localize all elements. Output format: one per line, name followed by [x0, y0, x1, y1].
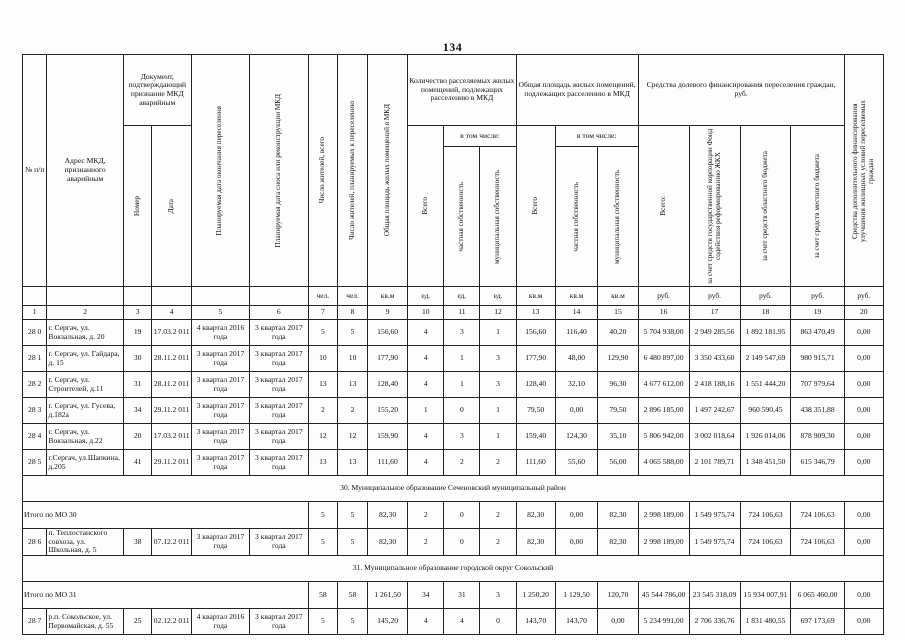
- table-cell: 3 квартал 2017 года: [191, 450, 249, 476]
- data-row-287: [23, 609, 884, 635]
- table-cell: 615 346,79: [791, 450, 844, 476]
- table-row: [23, 450, 884, 476]
- table-cell: 4: [408, 609, 444, 635]
- col-number: 6: [250, 306, 308, 320]
- table-cell: 143,70: [555, 609, 597, 635]
- header-total-area: Общая площадь жилых помещений в МКД: [367, 55, 407, 287]
- header-funds-total: Всего:: [638, 126, 689, 287]
- table-cell: 1 551 444,20: [740, 372, 791, 398]
- table-cell: 2 418 188,16: [689, 372, 740, 398]
- total-cell: 58: [338, 582, 368, 609]
- page-number: 134: [442, 40, 463, 54]
- table-cell: 2: [308, 398, 338, 424]
- table-cell: 0,00: [555, 398, 597, 424]
- header-address: Адрес МКД, признанного аварийным: [47, 55, 123, 287]
- unit-cell: кв.м: [555, 287, 597, 306]
- table-cell: 156,60: [516, 320, 555, 346]
- table-cell: 82,30: [367, 529, 407, 556]
- col-number: 8: [338, 306, 368, 320]
- unit-cell: ед.: [408, 287, 444, 306]
- table-cell: 17.03.2 011: [152, 424, 191, 450]
- table-cell: 2 706 336,76: [689, 609, 740, 635]
- unit-cell: ед.: [444, 287, 480, 306]
- data-rows-group-b: [23, 476, 884, 529]
- total-cell: 23 545 318,09: [689, 582, 740, 609]
- header-funds-fund: за счет средств государственной корпорации Фонд содействия реформированию ЖКХ: [689, 126, 740, 287]
- table-cell: 0: [480, 609, 516, 635]
- table-cell: 4: [444, 609, 480, 635]
- table-cell: 1 892 181,95: [740, 320, 791, 346]
- table-cell: 3: [444, 424, 480, 450]
- table-cell: 1 497 242,67: [689, 398, 740, 424]
- table-cell: 3 квартал 2017 года: [250, 372, 308, 398]
- table-cell: 96,30: [598, 372, 638, 398]
- table-row: [23, 372, 884, 398]
- table-cell: 0,00: [844, 372, 883, 398]
- table-cell: 13: [308, 450, 338, 476]
- table-cell: 28.11.2 011: [152, 372, 191, 398]
- col-number: 9: [367, 306, 407, 320]
- table-cell: 724 106,63: [791, 529, 844, 556]
- col-number: 17: [689, 306, 740, 320]
- table-cell: 38: [123, 529, 152, 556]
- table-cell: 5 234 991,00: [638, 609, 689, 635]
- table-cell: 177,90: [516, 346, 555, 372]
- table-cell: 28.11.2 011: [152, 346, 191, 372]
- col-number: 16: [638, 306, 689, 320]
- total-cell: 34: [408, 582, 444, 609]
- total-cell: 82,30: [367, 502, 407, 529]
- total-cell: 45 544 786,00: [638, 582, 689, 609]
- col-number: 18: [740, 306, 791, 320]
- header-rooms-incl: в том числе:: [444, 126, 516, 147]
- total-cell: 2 998 189,00: [638, 502, 689, 529]
- table-cell: 5: [338, 609, 368, 635]
- col-number: 5: [191, 306, 249, 320]
- header-area-total: Всего: [516, 126, 555, 287]
- table-cell: 111,60: [516, 450, 555, 476]
- table-cell: 3 квартал 2017 года: [191, 529, 249, 556]
- table-cell: 4: [408, 320, 444, 346]
- table-cell: 12: [338, 424, 368, 450]
- table-cell: 111,60: [367, 450, 407, 476]
- table-cell: 4: [408, 450, 444, 476]
- unit-cell: руб.: [740, 287, 791, 306]
- header-area-incl: в том числе:: [555, 126, 638, 147]
- header-additional: Средства дополнительного финансирования улучшения жилищных условий переселяемых граждан: [844, 55, 883, 287]
- table-cell: 35,10: [598, 424, 638, 450]
- table-cell: 2 896 185,00: [638, 398, 689, 424]
- table-cell: 28 3: [23, 398, 47, 424]
- unit-cell: чел.: [308, 287, 338, 306]
- table-cell: 1 926 014,06: [740, 424, 791, 450]
- table-cell: 4 677 612,00: [638, 372, 689, 398]
- table-cell: 1 831 480,55: [740, 609, 791, 635]
- col-number: 10: [408, 306, 444, 320]
- unit-cell: кв.м: [367, 287, 407, 306]
- header-funds-regional: за счет средств областного бюджета: [740, 126, 791, 287]
- table-cell: 1: [444, 346, 480, 372]
- table-cell: 4: [408, 346, 444, 372]
- table-cell: 5: [308, 320, 338, 346]
- header-rooms-municipal: муниципальная собственность: [480, 147, 516, 287]
- table-cell: 4: [408, 372, 444, 398]
- table-cell: 128,40: [367, 372, 407, 398]
- table-cell: 438 351,88: [791, 398, 844, 424]
- table-cell: 31: [123, 372, 152, 398]
- table-cell: 960 590,45: [740, 398, 791, 424]
- table-cell: 1: [444, 372, 480, 398]
- table-cell: 4 квартал 2016 года: [191, 320, 249, 346]
- table-cell: 3 квартал 2017 года: [191, 346, 249, 372]
- section-title: 31. Муниципальное образование городской округ Сокольский: [23, 556, 884, 582]
- column-numbers-row: [23, 306, 884, 320]
- table-cell: 10: [338, 346, 368, 372]
- table-cell: 56,00: [598, 450, 638, 476]
- table-cell: 863 470,49: [791, 320, 844, 346]
- table-cell: 2: [480, 529, 516, 556]
- total-cell: 31: [444, 582, 480, 609]
- table-cell: 124,30: [555, 424, 597, 450]
- table-cell: 980 915,71: [791, 346, 844, 372]
- table-cell: 3: [480, 346, 516, 372]
- table-cell: 2 998 189,00: [638, 529, 689, 556]
- unit-cell: руб.: [638, 287, 689, 306]
- table-cell: 17.03.2 011: [152, 320, 191, 346]
- unit-cell: ед.: [480, 287, 516, 306]
- table-cell: 3 квартал 2017 года: [250, 320, 308, 346]
- table-cell: 2 949 285,56: [689, 320, 740, 346]
- total-cell: 82,30: [598, 502, 638, 529]
- table-cell: 143,70: [516, 609, 555, 635]
- total-cell: 3: [480, 582, 516, 609]
- header-planned-demolish: Планируемая дата сноса или реконструкции МКД: [250, 55, 308, 287]
- total-cell: 1 250,20: [516, 582, 555, 609]
- total-cell: 724 106,63: [740, 502, 791, 529]
- table-cell: 5: [308, 609, 338, 635]
- address-cell: п. Теплостанского совхоза, ул. Школьная, д. 5: [47, 529, 123, 556]
- table-cell: 28 6: [23, 529, 47, 556]
- total-row: [23, 582, 884, 609]
- table-row: [23, 346, 884, 372]
- section-title: 30. Муниципальное образование Сеченовский муниципальный район: [23, 476, 884, 502]
- total-cell: 2: [408, 502, 444, 529]
- unit-cell: кв.м: [516, 287, 555, 306]
- address-cell: г. Сергач, ул. Гайдара, д. 15: [47, 346, 123, 372]
- total-cell: 15 934 007,91: [740, 582, 791, 609]
- total-cell: 0,00: [844, 502, 883, 529]
- total-row: [23, 502, 884, 529]
- col-number: 7: [308, 306, 338, 320]
- table-cell: 1: [480, 424, 516, 450]
- table-cell: 4 квартал 2016 года: [191, 609, 249, 635]
- table-cell: 55,60: [555, 450, 597, 476]
- table-cell: 5: [308, 529, 338, 556]
- section-row: [23, 556, 884, 582]
- header-area-municipal: муниципальная собственность: [598, 147, 638, 287]
- header-area-group: Общая площадь жилых помещений, подлежащих расселению в МКД: [516, 55, 638, 126]
- total-cell: 1 129,50: [555, 582, 597, 609]
- table-cell: 02.12.2 011: [152, 609, 191, 635]
- table-cell: 3 квартал 2017 года: [250, 346, 308, 372]
- unit-cell: кв.м: [598, 287, 638, 306]
- col-number: 15: [598, 306, 638, 320]
- total-cell: 2: [480, 502, 516, 529]
- col-number: 14: [555, 306, 597, 320]
- table-cell: 2: [408, 529, 444, 556]
- table-cell: 4 065 588,00: [638, 450, 689, 476]
- total-cell: 724 106,63: [791, 502, 844, 529]
- col-number: 13: [516, 306, 555, 320]
- header-area-private: частная собственность: [555, 147, 597, 287]
- table-row: [23, 529, 884, 556]
- address-cell: г.Сергач, ул.Шапкина, д.205: [47, 450, 123, 476]
- table-cell: 82,30: [598, 529, 638, 556]
- table-cell: 697 173,69: [791, 609, 844, 635]
- table-cell: 13: [308, 372, 338, 398]
- total-cell: 82,30: [516, 502, 555, 529]
- table-cell: 1 549 975,74: [689, 529, 740, 556]
- table-cell: 41: [123, 450, 152, 476]
- table-cell: 07.12.2 011: [152, 529, 191, 556]
- header-funds-group: Средства долевого финансирования переселения граждан, руб.: [638, 55, 844, 126]
- table-cell: 3 квартал 2017 года: [250, 424, 308, 450]
- resettlement-table: [22, 54, 884, 635]
- col-number: 2: [47, 306, 123, 320]
- header-row-group: [23, 55, 884, 126]
- table-cell: 10: [308, 346, 338, 372]
- table-cell: 3 квартал 2017 года: [250, 609, 308, 635]
- table-cell: 159,40: [516, 424, 555, 450]
- table-cell: 3: [444, 320, 480, 346]
- table-cell: 0,00: [555, 529, 597, 556]
- table-cell: 79,50: [516, 398, 555, 424]
- table-cell: 0: [444, 529, 480, 556]
- address-cell: р.п. Сокольское, ул. Первомайская, д. 55: [47, 609, 123, 635]
- table-cell: 3 квартал 2017 года: [191, 372, 249, 398]
- header-funds-local: за счет средств местного бюджета: [791, 126, 844, 287]
- header-row-sub: [23, 126, 884, 147]
- table-cell: 48,00: [555, 346, 597, 372]
- table-cell: 29.11.2 011: [152, 398, 191, 424]
- col-number: 19: [791, 306, 844, 320]
- table-cell: 0,00: [844, 424, 883, 450]
- table-cell: 12: [308, 424, 338, 450]
- table-cell: 5 704 938,00: [638, 320, 689, 346]
- table-cell: 707 979,64: [791, 372, 844, 398]
- table-row: [23, 398, 884, 424]
- units-row: [23, 287, 884, 306]
- table-cell: 28 1: [23, 346, 47, 372]
- header-rooms-group: Количество расселяемых жилых помещений, подлежащих расселению в МКД: [408, 55, 516, 126]
- table-cell: 0,00: [598, 609, 638, 635]
- total-label: Итого по МО 31: [23, 582, 309, 609]
- table-cell: 3 квартал 2017 года: [191, 398, 249, 424]
- table-cell: 116,40: [555, 320, 597, 346]
- table-cell: 4: [408, 424, 444, 450]
- header-residents-planned: Число жителей, планируемых к переселению: [338, 55, 368, 287]
- total-cell: 1 261,50: [367, 582, 407, 609]
- table-cell: 129,90: [598, 346, 638, 372]
- unit-cell: руб.: [689, 287, 740, 306]
- header-doc-date: Дата: [152, 126, 191, 287]
- table-cell: 28 2: [23, 372, 47, 398]
- table-cell: 3 квартал 2017 года: [191, 424, 249, 450]
- table-cell: 1: [408, 398, 444, 424]
- table-cell: 0,00: [844, 346, 883, 372]
- table-cell: 0,00: [844, 320, 883, 346]
- table-cell: 1 348 451,50: [740, 450, 791, 476]
- table-row: [23, 320, 884, 346]
- table-cell: 6 480 897,00: [638, 346, 689, 372]
- address-cell: г. Сергач, ул. Вокзальная, д.22: [47, 424, 123, 450]
- table-cell: 32,10: [555, 372, 597, 398]
- table-cell: 3 квартал 2017 года: [250, 450, 308, 476]
- table-cell: 13: [338, 450, 368, 476]
- table-cell: 19: [123, 320, 152, 346]
- total-cell: 5: [338, 502, 368, 529]
- col-number: 3: [123, 306, 152, 320]
- table-cell: 5: [338, 320, 368, 346]
- table-cell: 3 002 018,64: [689, 424, 740, 450]
- header-residents-total: Число жителей, всего: [308, 55, 338, 287]
- table-cell: 2 149 547,69: [740, 346, 791, 372]
- table-cell: 3 350 433,60: [689, 346, 740, 372]
- table-cell: 0,00: [844, 398, 883, 424]
- total-cell: 0,00: [555, 502, 597, 529]
- table-cell: 156,60: [367, 320, 407, 346]
- table-cell: 13: [338, 372, 368, 398]
- col-number: 12: [480, 306, 516, 320]
- table-cell: 2: [480, 450, 516, 476]
- total-cell: 6 065 460,00: [791, 582, 844, 609]
- col-number: 1: [23, 306, 47, 320]
- table-cell: 28 5: [23, 450, 47, 476]
- table-cell: 145,20: [367, 609, 407, 635]
- unit-cell: руб.: [844, 287, 883, 306]
- col-number: 11: [444, 306, 480, 320]
- table-cell: 28 7: [23, 609, 47, 635]
- table-cell: 5: [338, 529, 368, 556]
- table-cell: 0,00: [844, 609, 883, 635]
- table-cell: 2: [338, 398, 368, 424]
- table-cell: 5 806 942,00: [638, 424, 689, 450]
- header-rooms-total: Всего: [408, 126, 444, 287]
- table-cell: 177,90: [367, 346, 407, 372]
- table-cell: 20: [123, 424, 152, 450]
- address-cell: г. Сергач, ул. Строителей, д.11: [47, 372, 123, 398]
- table-cell: 159,90: [367, 424, 407, 450]
- data-rows-group-a: [23, 320, 884, 476]
- table-cell: 1: [480, 398, 516, 424]
- table-cell: 1: [480, 320, 516, 346]
- table-cell: 155,20: [367, 398, 407, 424]
- table-cell: 2: [444, 450, 480, 476]
- section-row: [23, 476, 884, 502]
- table-cell: 128,40: [516, 372, 555, 398]
- table-cell: 79,50: [598, 398, 638, 424]
- table-cell: 0,00: [844, 529, 883, 556]
- address-cell: г. Сергач, ул. Вокзальная, д. 20: [47, 320, 123, 346]
- table-cell: 30: [123, 346, 152, 372]
- total-cell: 0,00: [844, 582, 883, 609]
- col-number: 4: [152, 306, 191, 320]
- total-cell: 0: [444, 502, 480, 529]
- data-rows-group-c: [23, 556, 884, 609]
- table-cell: 28 0: [23, 320, 47, 346]
- table-cell: 82,30: [516, 529, 555, 556]
- table-cell: 3 квартал 2017 года: [250, 398, 308, 424]
- table-cell: 724 106,63: [740, 529, 791, 556]
- unit-cell: чел.: [338, 287, 368, 306]
- total-cell: 58: [308, 582, 338, 609]
- col-number: 20: [844, 306, 883, 320]
- address-cell: г. Сергач, ул. Гусева, д.182а: [47, 398, 123, 424]
- table-cell: 34: [123, 398, 152, 424]
- table-row: [23, 424, 884, 450]
- header-planned-end: Планируемая дата окончания переселения: [191, 55, 249, 287]
- total-label: Итого по МО 30: [23, 502, 309, 529]
- table-cell: 3 квартал 2017 года: [250, 529, 308, 556]
- header-rooms-private: частная собственность: [444, 147, 480, 287]
- header-num: № п/п: [23, 55, 47, 287]
- table-cell: 25: [123, 609, 152, 635]
- header-doc-group: Документ, подтверждающий признание МКД аварийным: [123, 55, 191, 126]
- table-cell: 0: [444, 398, 480, 424]
- data-row-286: [23, 529, 884, 556]
- table-cell: 28 4: [23, 424, 47, 450]
- table-row: [23, 609, 884, 635]
- total-cell: 120,70: [598, 582, 638, 609]
- table-cell: 40,20: [598, 320, 638, 346]
- table-cell: 878 909,30: [791, 424, 844, 450]
- table-cell: 0,00: [844, 450, 883, 476]
- table-cell: 2 101 789,71: [689, 450, 740, 476]
- table-cell: 29.11.2 011: [152, 450, 191, 476]
- unit-cell: руб.: [791, 287, 844, 306]
- table-cell: 3: [480, 372, 516, 398]
- total-cell: 1 549 975,74: [689, 502, 740, 529]
- total-cell: 5: [308, 502, 338, 529]
- header-doc-number: Номер: [123, 126, 152, 287]
